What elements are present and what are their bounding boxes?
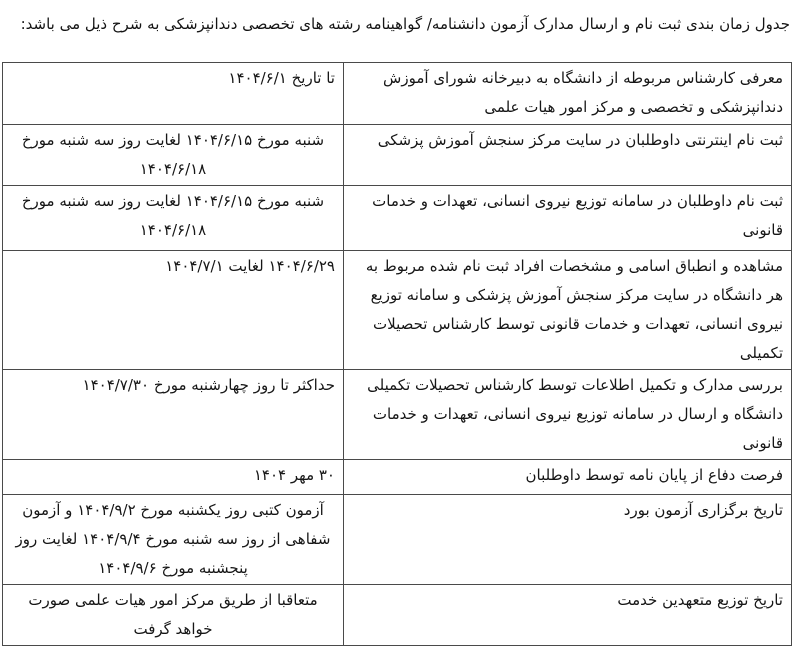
date-cell: متعاقبا از طریق مرکز امور هیات علمی صورت خواهد گرفت: [3, 585, 344, 646]
task-cell: معرفی کارشناس مربوطه از دانشگاه به دبیرخانه شورای آموزش دندانپزشکی و تخصصی و مرکز امور هیات علمی: [344, 63, 792, 125]
table-row: [3, 63, 792, 125]
task-cell: تاریخ توزیع متعهدین خدمت: [344, 585, 792, 646]
table-row: [3, 585, 792, 646]
date-cell: ۳۰ مهر ۱۴۰۴: [3, 460, 344, 495]
table-row: [3, 495, 792, 585]
document-title: جدول زمان بندی ثبت نام و ارسال مدارک آزمون دانشنامه/ گواهینامه رشته های تخصصی دندانپزشکی به شرح ذیل می باشد:: [20, 15, 790, 33]
table-row: [3, 370, 792, 460]
table-row: [3, 251, 792, 370]
date-cell: شنبه مورخ ۱۴۰۴/۶/۱۵ لغایت روز سه شنبه مورخ ۱۴۰۴/۶/۱۸: [3, 186, 344, 251]
task-cell: تاریخ برگزاری آزمون بورد: [344, 495, 792, 585]
date-cell: تا تاریخ ۱۴۰۴/۶/۱: [3, 63, 344, 125]
date-cell: آزمون کتبی روز یکشنبه مورخ ۱۴۰۴/۹/۲ و آزمون شفاهی از روز سه شنبه مورخ ۱۴۰۴/۹/۴ لغایت روز پنجشنبه مورخ ۱۴۰۴/۹/۶: [3, 495, 344, 585]
table-row: [3, 125, 792, 186]
table-row: [3, 186, 792, 251]
schedule-table: [2, 62, 792, 646]
task-cell: فرصت دفاع از پایان نامه توسط داوطلبان: [344, 460, 792, 495]
date-cell: شنبه مورخ ۱۴۰۴/۶/۱۵ لغایت روز سه شنبه مورخ ۱۴۰۴/۶/۱۸: [3, 125, 344, 186]
table-row: [3, 460, 792, 495]
task-cell: بررسی مدارک و تکمیل اطلاعات توسط کارشناس تحصیلات تکمیلی دانشگاه و ارسال در سامانه توزیع نیروی انسانی، تعهدات و خدمات قانونی: [344, 370, 792, 460]
task-cell: ثبت نام اینترنتی داوطلبان در سایت مرکز سنجش آموزش پزشکی: [344, 125, 792, 186]
task-cell: ثبت نام داوطلبان در سامانه توزیع نیروی انسانی، تعهدات و خدمات قانونی: [344, 186, 792, 251]
task-cell: مشاهده و انطباق اسامی و مشخصات افراد ثبت نام شده مربوط به هر دانشگاه در سایت مرکز سنجش آموزش پزشکی و سامانه توزیع نیروی انسانی، تعهدات و خدمات قانونی توسط کارشناس تحصیلات تکمیلی: [344, 251, 792, 370]
date-cell: حداکثر تا روز چهارشنبه مورخ ۱۴۰۴/۷/۳۰: [3, 370, 344, 460]
date-cell: ۱۴۰۴/۶/۲۹ لغایت ۱۴۰۴/۷/۱: [3, 251, 344, 370]
